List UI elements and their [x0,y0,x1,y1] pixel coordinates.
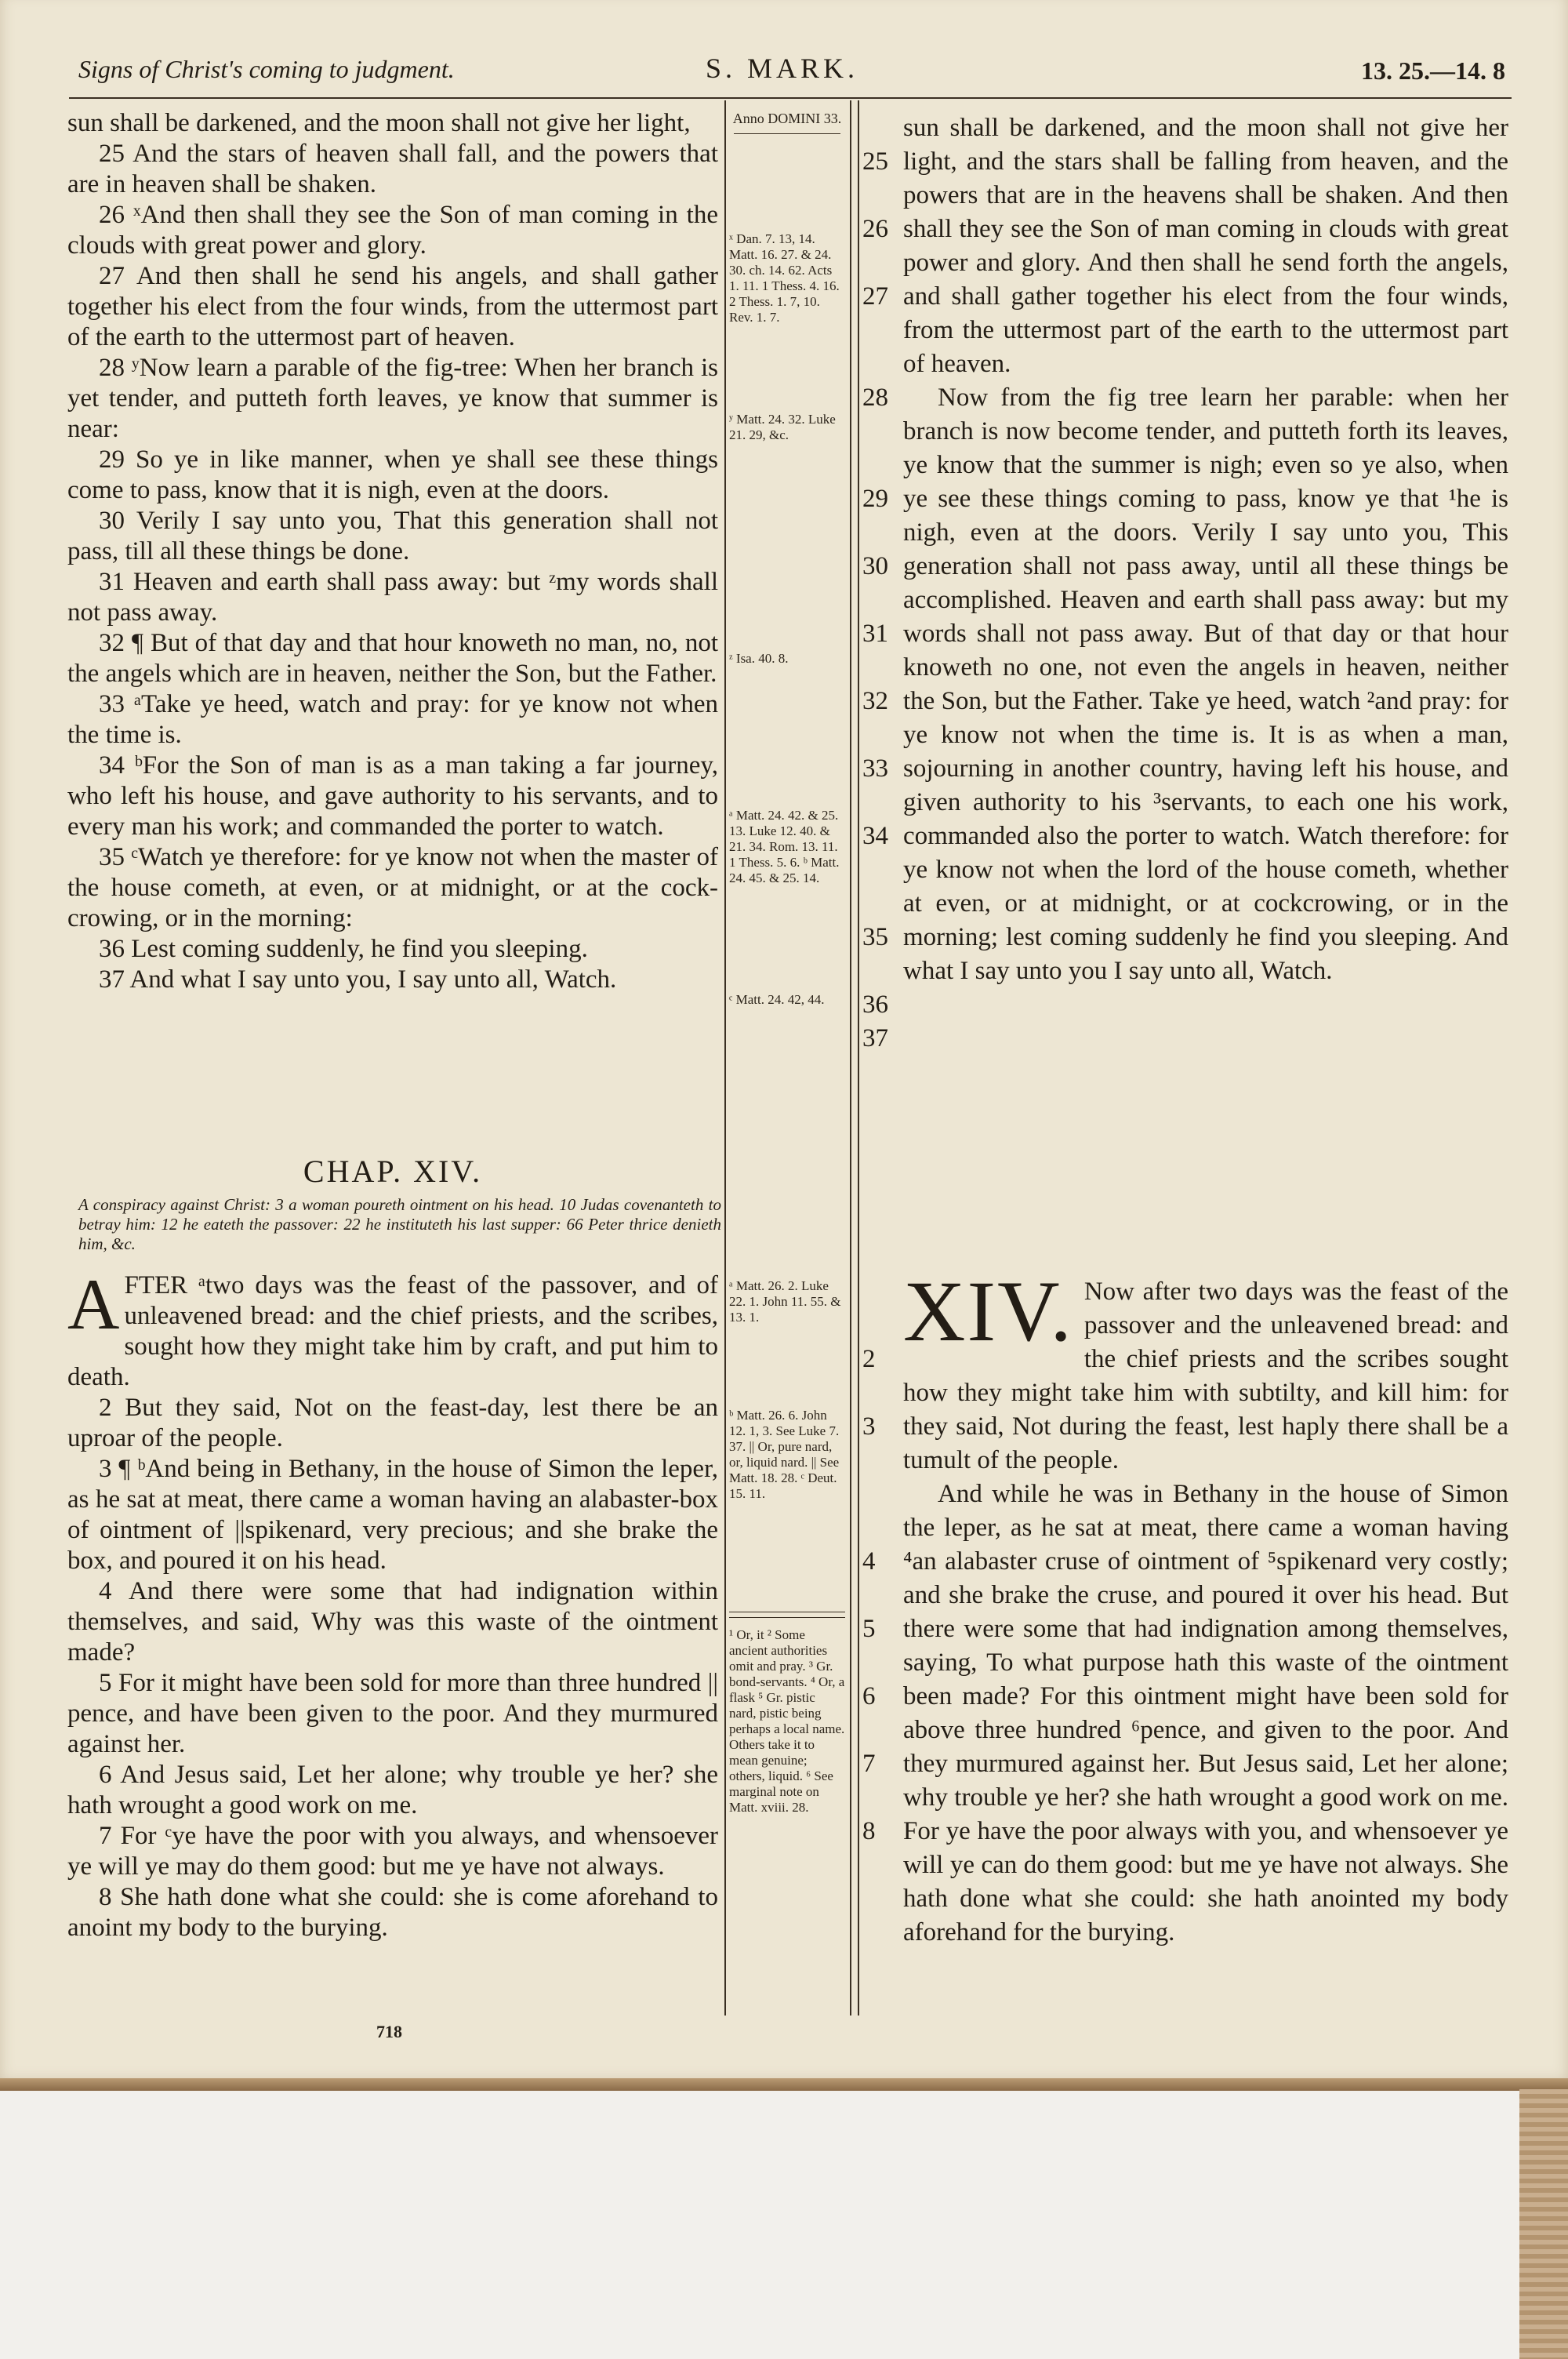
bookmark-ribbon [1519,2089,1568,2359]
verse: 33 ᵃTake ye heed, watch and pray: for ye know not when the time is. [67,690,718,749]
margin-references [729,110,845,1815]
verse: 26 ˣAnd then shall they see the Son of man coming in the clouds with great power and glory. [67,201,718,260]
verse-number: 3 [862,1412,876,1441]
verse: 31 Heaven and earth shall pass away: but ᶻmy words shall not pass away. [67,568,718,627]
drop-cap-xiv: XIV. [903,1263,1073,1359]
verse: 28 ʸNow learn a parable of the fig-tree: When her branch is yet tender, and putteth forth leaves, ye know that summer is near: [67,354,718,443]
verse: 37 And what I say unto you, I say unto all, Watch. [99,965,617,994]
page-number: 718 [376,2022,402,2041]
verse: 4 And there were some that had indignation within themselves, and said, Why was this waste of the ointment made? [67,1577,718,1667]
left-column-ch14 [67,1264,718,1943]
anno-domini: Anno DOMINI 33. [732,111,842,126]
verse-number: 37 [862,1024,888,1052]
chapter-summary: A conspiracy against Christ: 3 a woman poureth ointment on his head. 10 Judas covenanteth to betray him: 12 he eateth the passover: 22 he instituteth his last supper: 66 Peter thrice denieth him, &c. [78,1195,721,1253]
verse: 29 So ye in like manner, when ye shall see these things come to pass, know that it is nigh, even at the doors. [67,445,718,504]
margin-note: ᵃ Matt. 24. 42. & 25. 13. Luke 12. 40. & 21. 34. Rom. 13. 11. 1 Thess. 5. 6. ᵇ Matt. 24. 45. & 25. 14. [729,808,840,885]
verse-number: 6 [862,1682,876,1710]
verse-number: 30 [862,552,888,580]
verse: 5 For it might have been sold for more than three hundred || pence, and have been given to the poor. And they murmured against her. [67,1669,718,1758]
margin-note: ᶻ Isa. 40. 8. [729,651,789,666]
verse-number: 7 [862,1750,876,1778]
margin-note: ᵃ Matt. 26. 2. Luke 22. 1. John 11. 55. & 13. 1. [729,1278,841,1325]
verse-first [67,1264,718,1393]
verse: sun shall be darkened, and the moon shall not give her light, [67,109,691,137]
verse-number: 33 [862,754,888,783]
verse-number: 25 [862,147,888,176]
passage: sun shall be darkened, and the moon shall not give her light, and the stars shall be falling from heaven, and the powers that are in the heavens shall be shaken. And then shall they see the Son of man coming in clouds with great power and glory. And then shall he send forth the angels, and shall gather together his elect from the four winds, from the uttermost part of the earth to the uttermost part of heaven. [903,114,1508,378]
column-rule [724,100,726,2016]
verse-number: 36 [862,990,888,1019]
header-book-name: S. MARK. [706,53,859,84]
margin-note: ᵇ Matt. 26. 6. John 12. 1, 3. See Luke 7. 37. || Or, pure nard, or, liquid nard. || See Matt. 18. 28. ᶜ Deut. 15. 11. [729,1408,840,1501]
verse-number-gutter [862,111,900,1056]
left-column-kjv [67,108,718,995]
verse-number: 34 [862,822,888,850]
passage: And while he was in Bethany in the house of Simon the leper, as he sat at meat, there came a woman having ⁴an alabaster cruse of ointment of ⁵spikenard very costly; and she brake the cruse, and poured it over his head. But there were some that had indignation among themselves, saying, To what purpose hath this waste of the ointment been made? For this ointment might have been sold for above three hundred ⁶pence, and given to the poor. And they murmured against her. But Jesus said, Let her alone; why trouble ye her? she hath wrought a good work on me. For ye have the poor always with you, and whensoever ye will ye can do them good: but me ye have not always. She hath done what she could: she hath anointed my body aforehand for the burying. [903,1480,1508,1946]
verse-number: 28 [862,383,888,412]
verse-number-gutter [862,1343,900,1848]
footnote-rule [729,1617,845,1618]
verse-number: 2 [862,1345,876,1373]
right-column-rv [862,111,1508,1052]
verse: 27 And then shall he send his angels, and shall gather together his elect from the four winds, from the uttermost part of the earth to the uttermost part of heaven. [67,262,718,351]
chapter-title: CHAP. XIV. [303,1154,483,1189]
verse-number: 5 [862,1615,876,1643]
verse: 6 And Jesus said, Let her alone; why trouble ye her? she hath wrought a good work on me. [67,1761,718,1819]
verse: 36 Lest coming suddenly, he find you sleeping. [99,935,588,963]
verse: 34 ᵇFor the Son of man is as a man taking a far journey, who left his house, and gave authority to his servants, and to every man his work; and commanded the porter to watch. [67,751,718,841]
verse-number: 27 [862,282,888,311]
passage-text: Now after two days was the feast of the passover and the unleavened bread: and the chief priests and the scribes sought how they might take him with subtilty, and kill him: for they said, Not during the feast, lest haply there shall be a tumult of the people. [903,1278,1508,1474]
verse: 8 She hath done what she could: she is come aforehand to anoint my body to the burying. [67,1883,718,1942]
verse-number: 26 [862,215,888,243]
right-column-ch14 [862,1263,1508,1950]
verse-number: 8 [862,1817,876,1845]
verse: 30 Verily I say unto you, That this generation shall not pass, till all these things be done. [67,507,718,565]
column-rule [850,100,851,2016]
anno-rule [734,133,840,134]
passage [903,1263,1508,1478]
verse-number: 31 [862,620,888,648]
verse-number: 35 [862,923,888,951]
passage: Now from the fig tree learn her parable: when her branch is now become tender, and putteth forth its leaves, ye know that the summer is nigh; even so ye also, when ye see these things coming to pass, know ye that ¹he is nigh, even at the doors. Verily I say unto you, This generation shall not pass away, until all these things be accomplished. Heaven and earth shall pass away: but my words shall not pass away. But of that day or that hour knoweth no one, not even the angels in heaven, neither the Son, but the Father. Take ye heed, watch ²and pray: for ye know not when the time is. It is as when a man, sojourning in another country, having left his house, and given authority to his ³servants, to each one his work, commanded also the porter to watch. Watch therefore: for ye know not when the lord of the house cometh, whether at even, or at midnight, or at cockcrowing, or in the morning; lest coming suddenly he find you sleeping. And what I say unto you I say unto all, Watch. [903,383,1508,985]
verse: 2 But they said, Not on the feast-day, lest there be an uproar of the people. [67,1394,718,1452]
header-title-left: Signs of Christ's coming to judgment. [78,55,455,83]
header-rule [69,97,1512,99]
verse: 32 ¶ But of that day and that hour knoweth no man, no, not the angels which are in heaven, neither the Son, but the Father. [67,629,718,688]
running-header [71,50,1505,94]
verse-number: 32 [862,687,888,715]
verse: 25 And the stars of heaven shall fall, and the powers that are in heaven shall be shaken. [67,140,718,198]
verse-number: 29 [862,485,888,513]
page-edge [0,2078,1568,2091]
column-rule [858,100,859,2016]
verse-number: 4 [862,1547,876,1576]
verse-text: FTER ᵃtwo days was the feast of the passover, and of unleavened bread: and the chief priests, and the scribes, sought how they might take him by craft, and put him to death. [67,1271,718,1391]
margin-note: ˣ Dan. 7. 13, 14. Matt. 16. 27. & 24. 30. ch. 14. 62. Acts 1. 11. 1 Thess. 4. 16. 2 Thess. 1. 7, 10. Rev. 1. 7. [729,231,840,325]
header-chapter-range: 13. 25.—14. 8 [1361,56,1505,85]
margin-note: ʸ Matt. 24. 32. Luke 21. 29, &c. [729,412,836,442]
verse: 3 ¶ ᵇAnd being in Bethany, in the house of Simon the leper, as he sat at meat, there came a woman having an alabaster-box of ointment of ||spikenard, very precious; and she brake the box, and poured it on his head. [67,1455,718,1575]
margin-note: ᶜ Matt. 24. 42, 44. [729,992,825,1007]
verse: 35 ᶜWatch ye therefore: for ye know not when the master of the house cometh, at even, or at midnight, or at the cock-crowing, or in the morning: [67,843,718,932]
verse: 7 For ᶜye have the poor with you always, and whensoever ye will ye may do them good: but me ye have not always. [67,1822,718,1881]
footnotes: ¹ Or, it ² Some ancient authorities omit and pray. ³ Gr. bond-servants. ⁴ Or, a flask ⁵ Gr. pistic nard, pistic being perhaps a local name. Others take it to mean genuine; others, liquid. ⁶ See marginal note on Matt. xviii. 28. [729,1627,845,1815]
drop-cap-a: A [67,1264,120,1344]
